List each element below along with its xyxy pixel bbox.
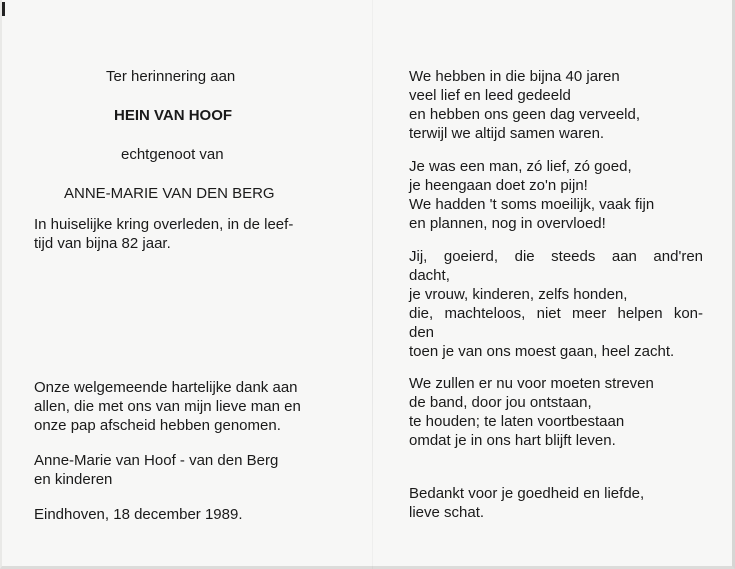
poem-line: Jij, goeierd, die steeds aan and'ren [409, 248, 703, 265]
deceased-name: HEIN VAN HOOF [114, 107, 233, 124]
poem-stanza-3 [409, 247, 703, 361]
poem-line: terwijl we altijd samen waren. [409, 125, 605, 142]
signature-line: Anne-Marie van Hoof - van den Berg [34, 452, 279, 469]
right-panel [373, 0, 735, 569]
closing-lines [409, 484, 709, 522]
place-date: Eindhoven, 18 december 1989. [34, 506, 243, 523]
intro-text: Ter herinnering aan [106, 68, 236, 85]
spouse-label: echtgenoot van [121, 146, 224, 163]
poem-stanza-2 [409, 157, 709, 233]
poem-line: je heengaan doet zo'n pijn! [409, 177, 588, 194]
poem-line: te houden; te laten voortbestaan [409, 413, 625, 430]
poem-stanza-4 [409, 374, 709, 450]
poem-line: je vrouw, kinderen, zelfs honden, [409, 286, 628, 303]
poem-line: de band, door jou ontstaan, [409, 394, 592, 411]
spouse-name: ANNE-MARIE VAN DEN BERG [64, 185, 275, 202]
thanks-line: onze pap afscheid hebben genomen. [34, 417, 281, 434]
poem-line: die, machteloos, niet meer helpen kon- [409, 305, 703, 322]
closing-line: Bedankt voor je goedheid en liefde, [409, 485, 645, 502]
poem-line: en hebben ons geen dag verveeld, [409, 106, 641, 123]
thanks-line: Onze welgemeende hartelijke dank aan [34, 379, 298, 396]
left-panel [2, 0, 372, 569]
poem-stanza-1 [409, 67, 709, 143]
signature-line: en kinderen [34, 471, 113, 488]
poem-line: omdat je in ons hart blijft leven. [409, 432, 616, 449]
poem-line: We hebben in die bijna 40 jaren [409, 68, 620, 85]
poem-line: We zullen er nu voor moeten streven [409, 375, 654, 392]
closing-line: lieve schat. [409, 504, 485, 521]
poem-line: dacht, [409, 267, 450, 284]
thanks-line: allen, die met ons van mijn lieve man en [34, 398, 301, 415]
death-notice [34, 215, 326, 253]
death-notice-line: tijd van bijna 82 jaar. [34, 235, 171, 252]
poem-line: Je was een man, zó lief, zó goed, [409, 158, 632, 175]
poem-line: We hadden 't soms moeilijk, vaak fijn [409, 196, 655, 213]
poem-line: en plannen, nog in overvloed! [409, 215, 606, 232]
thanks-paragraph [34, 378, 330, 435]
poem-line: veel lief en leed gedeeld [409, 87, 571, 104]
signature [34, 451, 330, 489]
poem-line: den [409, 324, 435, 341]
poem-line: toen je van ons moest gaan, heel zacht. [409, 343, 675, 360]
death-notice-line: In huiselijke kring overleden, in de leef- [34, 216, 294, 233]
